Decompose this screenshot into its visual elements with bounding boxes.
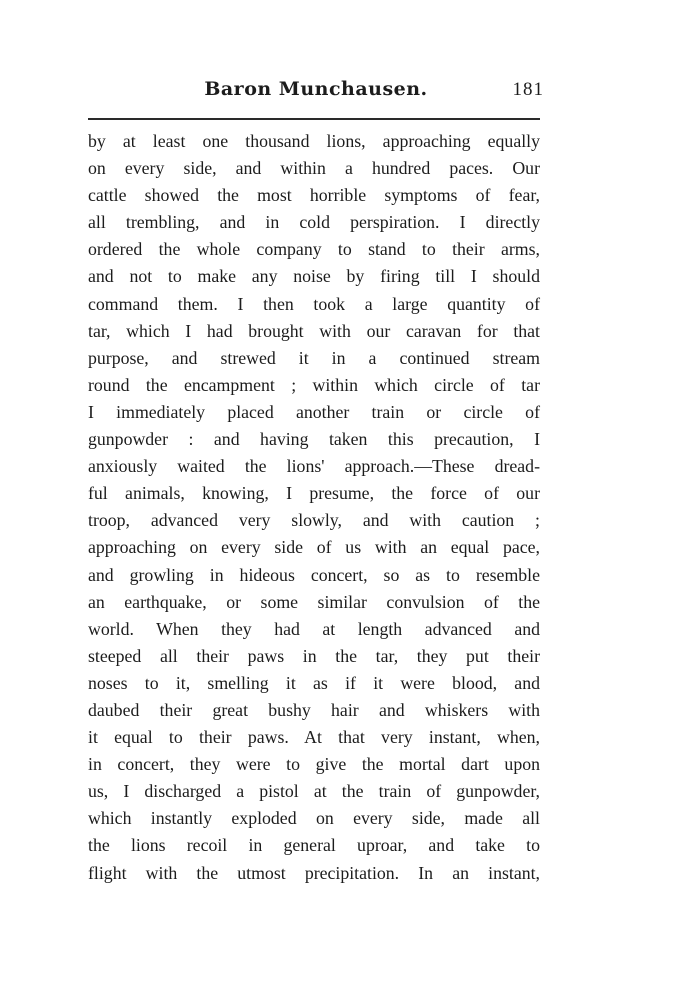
text-line: and not to make any noise by firing till I should bbox=[88, 266, 540, 287]
text-line: gunpowder : and having taken this precaution, I bbox=[88, 429, 540, 450]
text-line: us, I discharged a pistol at the train of gunpowder, bbox=[88, 781, 540, 802]
text-line: and growling in hideous concert, so as to resemble bbox=[88, 564, 540, 585]
text-line: by at least one thousand lions, approaching equally bbox=[88, 131, 540, 151]
text-line: in concert, they were to give the mortal dart upon bbox=[88, 754, 540, 775]
text-line: cattle showed the most horrible symptoms of fear, bbox=[88, 185, 540, 206]
running-head bbox=[88, 78, 544, 108]
text-line: flight with the utmost precipitation. In an instant, bbox=[88, 862, 540, 883]
text-line: round the encampment ; within which circle of tar bbox=[88, 374, 540, 395]
text-line: world. When they had at length advanced and bbox=[88, 618, 540, 639]
text-line: steeped all their paws in the tar, they put their bbox=[88, 645, 540, 666]
running-title: Baron Munchausen. bbox=[204, 78, 428, 100]
text-line: which instantly exploded on every side, made all bbox=[88, 808, 540, 829]
text-line: troop, advanced very slowly, and with caution ; bbox=[88, 510, 540, 531]
text-line: approaching on every side of us with an equal pace, bbox=[88, 537, 540, 558]
text-line: all trembling, and in cold perspiration. I directly bbox=[88, 212, 540, 233]
page-number: 181 bbox=[512, 79, 544, 100]
text-line: purpose, and strewed it in a continued stream bbox=[88, 347, 540, 368]
text-line: I immediately placed another train or circle of bbox=[88, 401, 540, 422]
text-line: it equal to their paws. At that very instant, when, bbox=[88, 727, 540, 748]
text-line: on every side, and within a hundred paces. Our bbox=[88, 158, 540, 179]
text-line: command them. I then took a large quantity of bbox=[88, 293, 540, 314]
body-text bbox=[88, 128, 540, 887]
text-line: ful animals, knowing, I presume, the force of our bbox=[88, 483, 540, 504]
text-line: daubed their great bushy hair and whiskers with bbox=[88, 699, 540, 720]
header-rule bbox=[88, 118, 540, 120]
text-line: tar, which I had brought with our caravan for that bbox=[88, 320, 540, 341]
text-line: the lions recoil in general uproar, and take to bbox=[88, 835, 540, 856]
text-line: anxiously waited the lions' approach.—These dread- bbox=[88, 456, 540, 477]
text-line: an earthquake, or some similar convulsion of the bbox=[88, 591, 540, 612]
text-line: noses to it, smelling it as if it were blood, and bbox=[88, 672, 540, 693]
text-line: ordered the whole company to stand to their arms, bbox=[88, 239, 540, 260]
